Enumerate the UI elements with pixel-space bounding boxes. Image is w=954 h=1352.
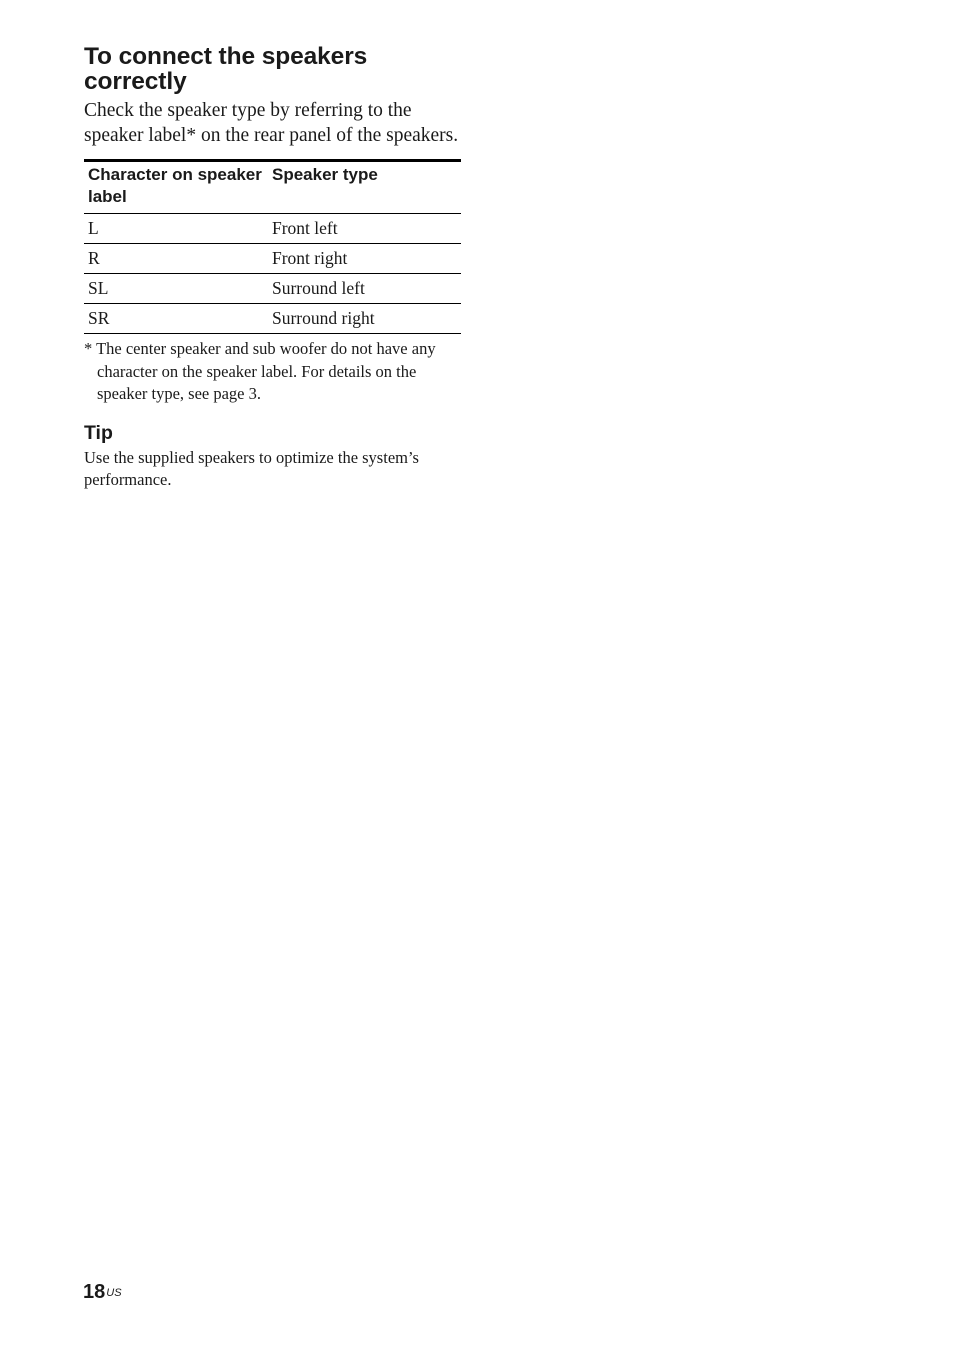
- table-row: [84, 244, 461, 274]
- content-column: [84, 44, 461, 492]
- table-row: [84, 274, 461, 304]
- speaker-label-table: [84, 159, 461, 334]
- tip-text: Use the supplied speakers to optimize the system’s performance.: [84, 447, 419, 489]
- cell-speaker-type: Front left: [268, 214, 461, 244]
- cell-character: SR: [84, 304, 268, 334]
- intro-paragraph: Check the speaker type by referring to the speaker label* on the rear panel of the speakers.: [84, 100, 459, 146]
- cell-character: R: [84, 244, 268, 274]
- cell-character: SL: [84, 274, 268, 304]
- cell-speaker-type: Surround left: [268, 274, 461, 304]
- cell-speaker-type: Front right: [268, 244, 461, 274]
- page-number-value: 18: [83, 1281, 106, 1303]
- table-row: [84, 304, 461, 334]
- cell-character: L: [84, 214, 268, 244]
- column-header-character: Character on speaker label: [84, 161, 268, 214]
- column-header-speaker-type: Speaker type: [268, 161, 461, 214]
- table-header-row: [84, 161, 461, 214]
- tip-heading: Tip: [84, 421, 113, 444]
- cell-speaker-type: Surround right: [268, 304, 461, 334]
- section-title: To connect the speakers correctly: [84, 43, 368, 95]
- table-row: [84, 214, 461, 244]
- page-number: [83, 1280, 122, 1304]
- table-footnote: * The center speaker and sub woofer do not have any character on the speaker label. For details on the speaker type, see page 3.: [84, 339, 436, 403]
- page-region-code: US: [106, 1287, 122, 1299]
